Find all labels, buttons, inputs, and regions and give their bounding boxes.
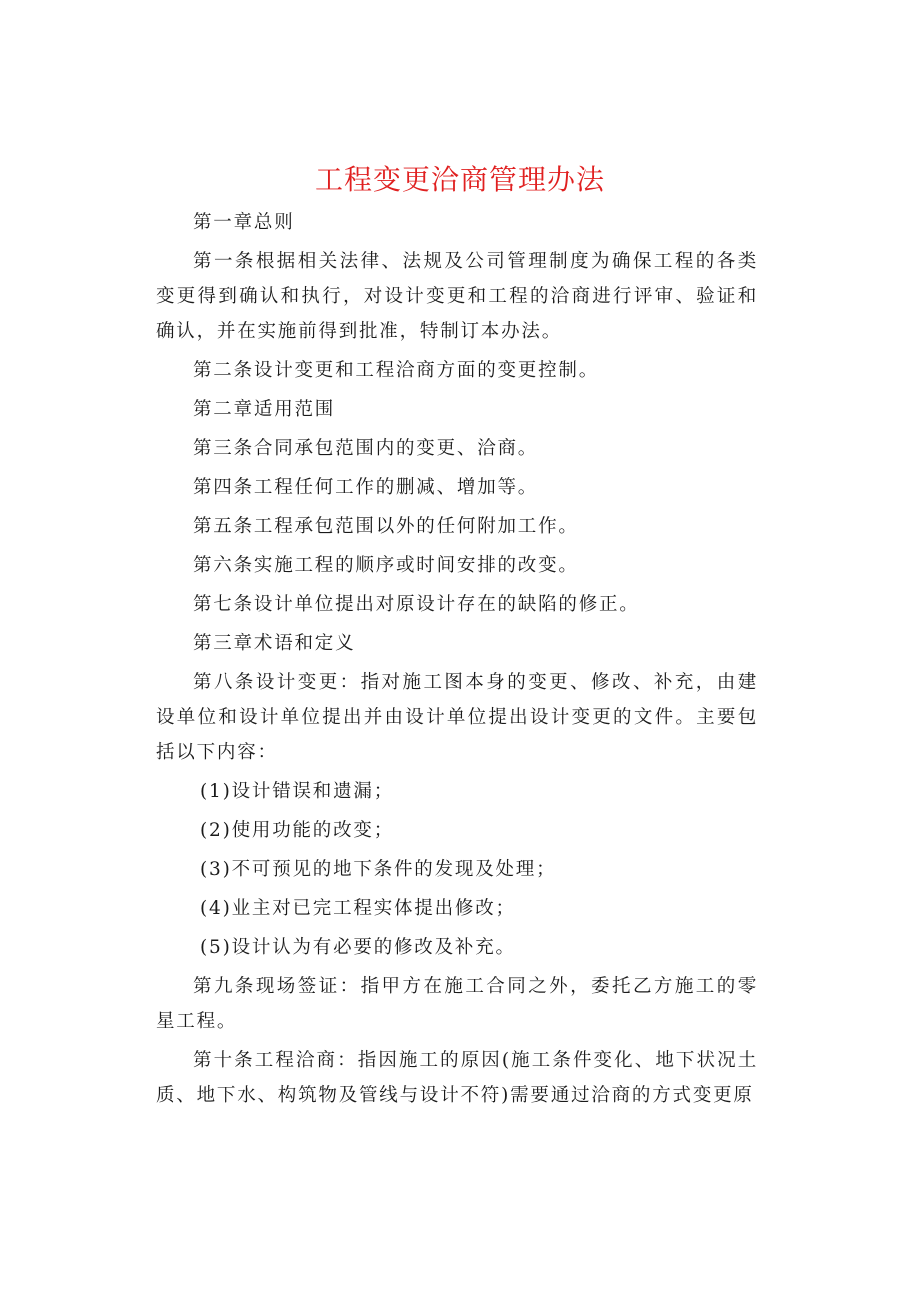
article-4: 第四条工程任何工作的删减、增加等。 (193, 477, 539, 498)
article-5: 第五条工程承包范围以外的任何附加工作。 (193, 516, 579, 537)
article-3: 第三条合同承包范围内的变更、洽商。 (193, 438, 539, 459)
article-8-item: (4)业主对已完工程实体提出修改； (200, 898, 516, 919)
chapter-2-heading: 第二章适用范围 (193, 399, 336, 420)
chapter-3-heading: 第三章术语和定义 (193, 633, 356, 654)
article-8: 第八条设计变更：指对施工图本身的变更、修改、补充，由建设单位和设计单位提出并由设计单位提出设计变更的文件。主要包括以下内容： (156, 672, 758, 763)
article-10: 第十条工程洽商：指因施工的原因(施工条件变化、地下状况土质、地下水、构筑物及管线与设计不符)需要通过洽商的方式变更原 (156, 1050, 758, 1106)
article-8-item: (3)不可预见的地下条件的发现及处理； (200, 859, 557, 880)
document-title: 工程变更洽商管理办法 (314, 163, 605, 196)
chapter-1-heading: 第一章总则 (193, 212, 295, 233)
article-8-item: (2)使用功能的改变； (200, 820, 395, 841)
document-body (156, 205, 758, 1117)
article-8-item: (5)设计认为有必要的修改及补充。 (200, 937, 516, 958)
article-8-item: (1)设计错误和遗漏； (200, 781, 395, 802)
article-6: 第六条实施工程的顺序或时间安排的改变。 (193, 555, 579, 576)
article-1: 第一条根据相关法律、法规及公司管理制度为确保工程的各类变更得到确认和执行，对设计变更和工程的洽商进行评审、验证和确认，并在实施前得到批准，特制订本办法。 (156, 251, 758, 342)
article-7: 第七条设计单位提出对原设计存在的缺陷的修正。 (193, 594, 640, 615)
article-9: 第九条现场签证：指甲方在施工合同之外，委托乙方施工的零星工程。 (156, 976, 758, 1032)
article-2: 第二条设计变更和工程洽商方面的变更控制。 (193, 360, 600, 381)
